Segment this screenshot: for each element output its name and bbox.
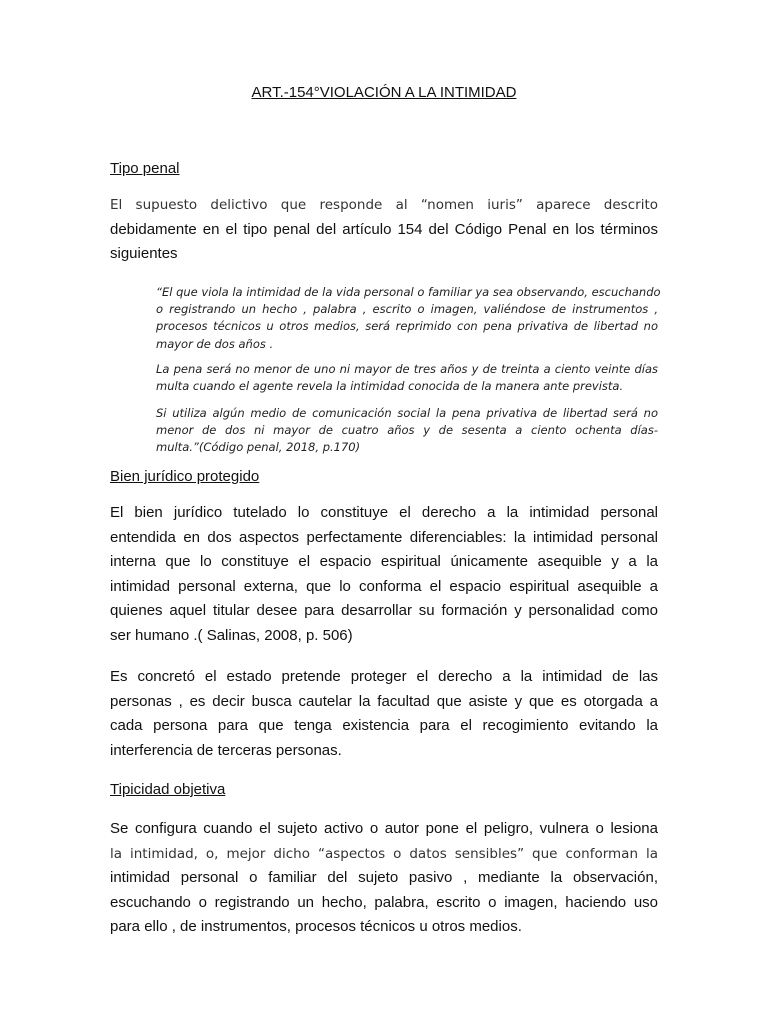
paragraph-line: entendida en dos aspectos perfectamente diferenciables: la intimidad personal bbox=[110, 528, 658, 546]
paragraph-line: El supuesto delictivo que responde al “nomen iuris” aparece descrito bbox=[110, 197, 658, 213]
paragraph-line: siguientes bbox=[110, 245, 178, 262]
paragraph-line: la intimidad, o, mejor dicho “aspectos o datos sensibles” que conforman la bbox=[110, 845, 658, 862]
quote-line: “El que viola la intimidad de la vida personal o familiar ya sea observando, escuchando bbox=[156, 285, 661, 299]
paragraph-tipicidad-objetiva bbox=[110, 817, 658, 940]
paragraph-line: ser humano .( Salinas, 2008, p. 506) bbox=[110, 626, 353, 644]
paragraph-line: debidamente en el tipo penal del artículo 154 del Código Penal en los términos bbox=[110, 220, 658, 238]
quote-line: menor de dos ni mayor de cuatro años y de sesenta a ciento ochenta días- bbox=[156, 423, 658, 438]
paragraph-line: intimidad personal externa, que lo conforma el espacio espiritual asequible a bbox=[110, 577, 658, 595]
section-heading-bien-juridico: Bien jurídico protegido bbox=[110, 468, 260, 485]
legal-quote-paragraph-2 bbox=[156, 361, 658, 395]
paragraph-tipo-penal-intro bbox=[110, 193, 658, 267]
paragraph-line: Es concretó el estado pretende proteger el derecho a la intimidad de las bbox=[110, 668, 658, 685]
quote-line: o registrando un hecho , palabra , escrito o imagen, valiéndose de instrumentos , bbox=[156, 302, 658, 317]
quote-line: multa.”(Código penal, 2018, p.170) bbox=[156, 440, 361, 455]
paragraph-line: intimidad personal o familiar del sujeto pasivo , mediante la observación, bbox=[110, 869, 658, 886]
paragraph-line: cada persona para que tenga existencia para el recogimiento evitando la bbox=[110, 717, 658, 734]
quote-line: Si utiliza algún medio de comunicación social la pena privativa de libertad será no bbox=[156, 406, 658, 420]
quote-line: multa cuando el agente revela la intimidad conocida de la manera ante prevista. bbox=[156, 379, 624, 394]
paragraph-line: personas , es decir busca cautelar la facultad que asiste y que es otorgada a bbox=[110, 692, 658, 710]
paragraph-line: Se configura cuando el sujeto activo o autor pone el peligro, vulnera o lesiona bbox=[110, 820, 658, 837]
paragraph-line: para ello , de instrumentos, procesos técnicos u otros medios. bbox=[110, 918, 522, 935]
paragraph-line: quienes aquel titular desee para desarrollar su formación y personalidad como bbox=[110, 602, 658, 619]
section-heading-tipicidad-objetiva: Tipicidad objetiva bbox=[110, 781, 226, 798]
legal-quote-paragraph-1 bbox=[156, 284, 661, 353]
document-title: ART.-154°VIOLACIÓN A LA INTIMIDAD bbox=[251, 84, 517, 101]
paragraph-bien-juridico-2 bbox=[110, 665, 658, 763]
legal-quote-paragraph-3 bbox=[156, 405, 658, 457]
paragraph-line: interna que lo constituye el espacio espiritual únicamente asequible y a la bbox=[110, 553, 658, 570]
paragraph-line: El bien jurídico tutelado lo constituye el derecho a la intimidad personal bbox=[110, 504, 658, 521]
quote-line: procesos técnicos u otros medios, será reprimido con pena privativa de libertad no bbox=[156, 319, 658, 334]
quote-line: La pena será no menor de uno ni mayor de tres años y de treinta a ciento veinte días bbox=[156, 362, 658, 376]
quote-line: mayor de dos años . bbox=[156, 336, 274, 351]
paragraph-bien-juridico-1 bbox=[110, 501, 658, 648]
paragraph-line: escuchando o registrando un hecho, palabra, escrito o imagen, haciendo uso bbox=[110, 893, 658, 911]
paragraph-line: interferencia de terceras personas. bbox=[110, 741, 342, 759]
section-heading-tipo-penal: Tipo penal bbox=[110, 160, 180, 177]
